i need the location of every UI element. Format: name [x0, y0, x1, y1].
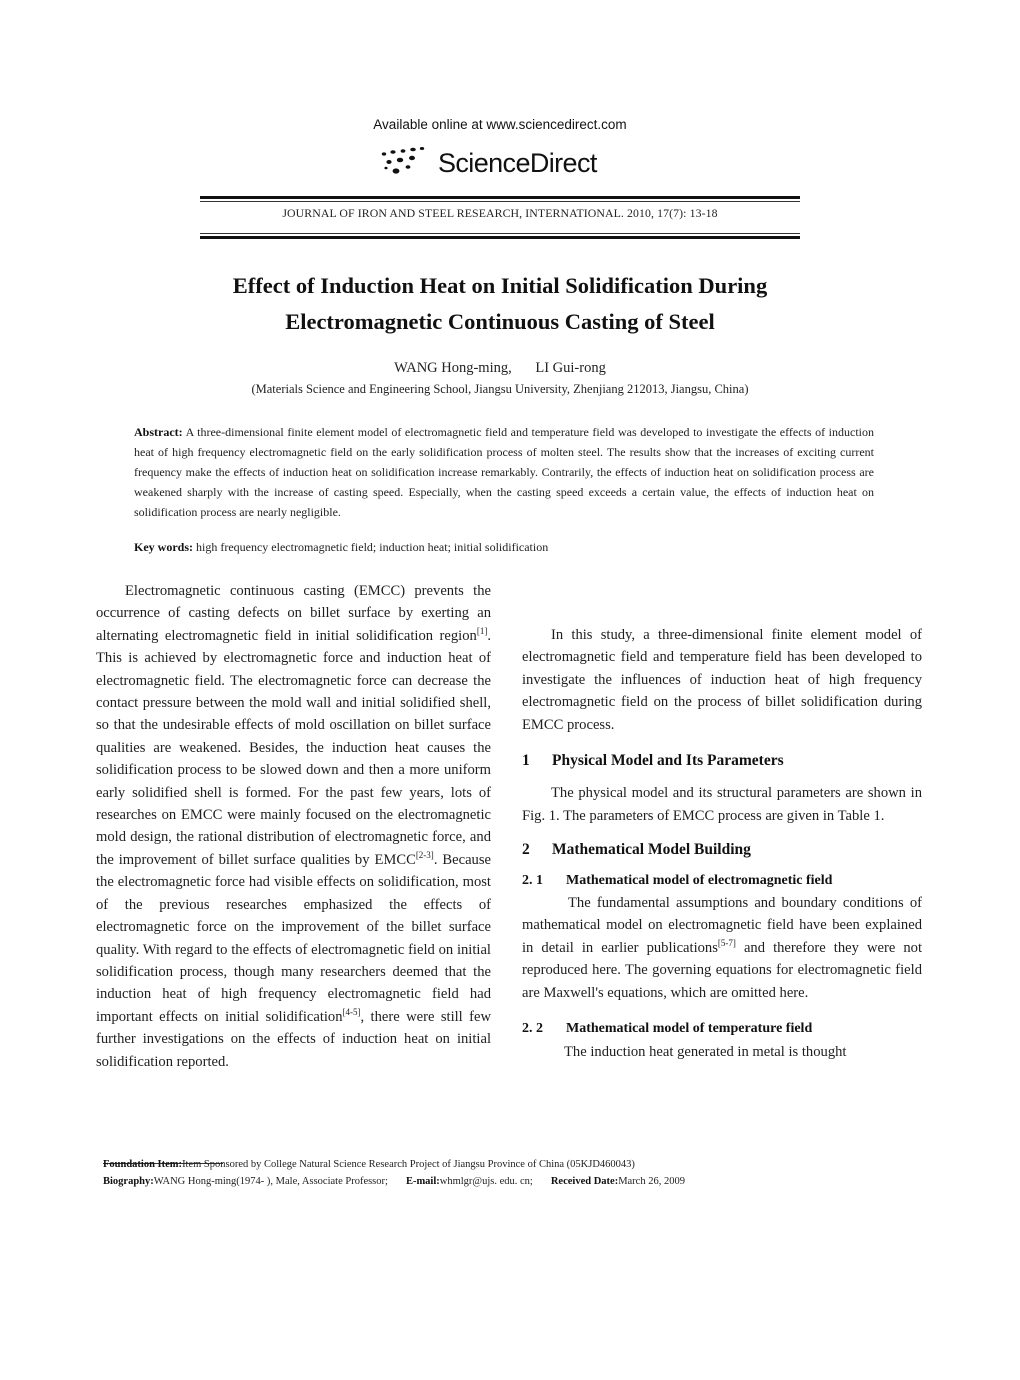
physical-model-paragraph: The physical model and its structural parameters are shown in Fig. 1. The parameters of EMCC process are given in Table 1.: [522, 785, 922, 824]
intro-text-4: , there were still few further investigations on the effects of induction heat on initial solidification reported.: [96, 1008, 491, 1070]
header-rule-bottom-thick: [200, 236, 800, 239]
subsection-number: 2. 1: [522, 872, 543, 888]
header-rule-top-thick: [200, 196, 800, 199]
citation: [5-7]: [717, 938, 736, 949]
section-2-2-heading: [522, 1018, 922, 1040]
study-paragraph: In this study, a three-dimensional finite element model of electromagnetic field and temperature field has been developed to investigate the influences of induction heat of high frequency electromagnetic field on the process of billet solidification during EMCC process.: [522, 627, 922, 733]
intro-text-1: Electromagnetic continuous casting (EMCC) prevents the occurrence of casting defects on billet surface by exerting an alternating electromagnetic field in initial solidification region: [96, 583, 491, 644]
em-field-text-1: The fundamental assumptions and boundary conditions of mathematical model on electromagnetic field have been explained in detail in earlier publications: [522, 895, 922, 956]
sciencedirect-wordmark: ScienceDirect: [438, 147, 597, 178]
biography-footnote: [103, 1176, 903, 1187]
section-title: Mathematical Model Building: [552, 841, 751, 859]
citation: [2-3]: [415, 850, 434, 861]
section-1-heading: [522, 750, 922, 772]
subsection-number: 2. 2: [522, 1021, 543, 1037]
section-number: 2: [522, 841, 530, 859]
em-field-text-2: and therefore they were not reproduced here. The governing equations for electromagnetic field are Maxwell's equations, which are omitted here.: [522, 939, 922, 1001]
foundation-text: Item Sponsored by College Natural Science Research Project of Jiangsu Province of China (05KJD460043): [182, 1159, 635, 1170]
keywords: [134, 540, 874, 555]
keywords-label: Key words:: [134, 540, 193, 554]
author-list: [0, 360, 1000, 377]
author-name: WANG Hong-ming,: [394, 360, 512, 376]
intro-paragraph: [96, 580, 491, 1073]
abstract-label: Abstract:: [134, 425, 183, 439]
email-text[interactable]: whmlgr@ujs. edu. cn;: [439, 1176, 533, 1187]
sciencedirect-logo: [380, 143, 597, 183]
keywords-text: high frequency electromagnetic field; induction heat; initial solidification: [196, 540, 549, 554]
foundation-footnote: [103, 1159, 903, 1170]
abstract-text: A three-dimensional finite element model of electromagnetic field and temperature field was developed to investigate the effects of induction heat of high frequency electromagnetic field on the early solidification process of molten steel. The results show that the increases of exciting current frequency make the effects of induction heat on solidification increase remarkably. Contrarily, the effects of induction heat on solidification process are weakened sharply with the increase of casting speed. Especially, when the casting speed exceeds a certain value, the effects of induction heat on solidification process are nearly negligible.: [134, 425, 874, 519]
intro-text-3: . Because the electromagnetic force had visible effects on solidification, most of the previous researches emphasized the effects of electromagnetic force on the improvement of the billet surface quality. With regard to the effects of electromagnetic field on initial solidification process, though many researchers deemed that the induction heat of high frequency electromagnetic field had important effects on initial solidification: [96, 851, 492, 1025]
section-2-1-heading: [522, 870, 922, 892]
abstract: [134, 422, 874, 522]
foundation-label: Foundation Item:: [103, 1159, 183, 1170]
paper-title-line-2: Electromagnetic Continuous Casting of Steel: [285, 309, 715, 334]
received-date-label: Received Date:: [550, 1176, 619, 1187]
author-name: LI Gui-rong: [535, 360, 606, 376]
email-label: E-mail:: [405, 1176, 440, 1187]
intro-text-2: . This is achieved by electromagnetic force and induction heat of electromagnetic field. The electromagnetic force can decrease the contact pressure between the mold wall and initial solidified shell, so that the undesirable effects of mold oscillation on billet surface qualities are weakened. Besides, the induction heat causes the solidification process to be slowed down and then a more uniform early solidified shell is formed. For the past few years, lots of researches on EMCC were mainly focused on the electromagnetic mold design, the rational distribution of electromagnetic force, and the improvement of billet surface qualities by EMCC: [96, 627, 491, 868]
journal-citation-line: JOURNAL OF IRON AND STEEL RESEARCH, INTERNATIONAL. 2010, 17(7): 13-18: [282, 206, 718, 220]
section-2-heading: [522, 839, 922, 861]
citation: [1]: [476, 625, 488, 636]
sciencedirect-dots-icon: [380, 146, 430, 180]
body-column-right: [522, 624, 922, 1063]
author-affiliation: (Materials Science and Engineering School, Jiangsu University, Zhenjiang 212013, Jiangsu, China): [251, 382, 749, 396]
header-rule-top-thin: [200, 201, 800, 202]
subsection-title: Mathematical model of temperature field: [566, 1021, 813, 1037]
citation: [4-5]: [342, 1006, 361, 1017]
em-field-paragraph: [522, 892, 922, 1004]
paper-title-line-1: Effect of Induction Heat on Initial Solidification During: [232, 273, 768, 298]
temperature-field-paragraph: The induction heat generated in metal is thought: [564, 1043, 847, 1060]
section-title: Physical Model and Its Parameters: [552, 752, 784, 770]
header-rule-bottom-thin: [200, 233, 800, 234]
body-column-left: [96, 580, 491, 1073]
section-number: 1: [522, 752, 530, 770]
biography-label: Biography:: [103, 1176, 154, 1187]
received-date-text: March 26, 2009: [618, 1176, 685, 1187]
biography-text: WANG Hong-ming(1974- ), Male, Associate Professor;: [153, 1176, 388, 1187]
available-online-note: Available online at www.sciencedirect.com: [373, 117, 627, 132]
subsection-title: Mathematical model of electromagnetic field: [566, 872, 833, 888]
